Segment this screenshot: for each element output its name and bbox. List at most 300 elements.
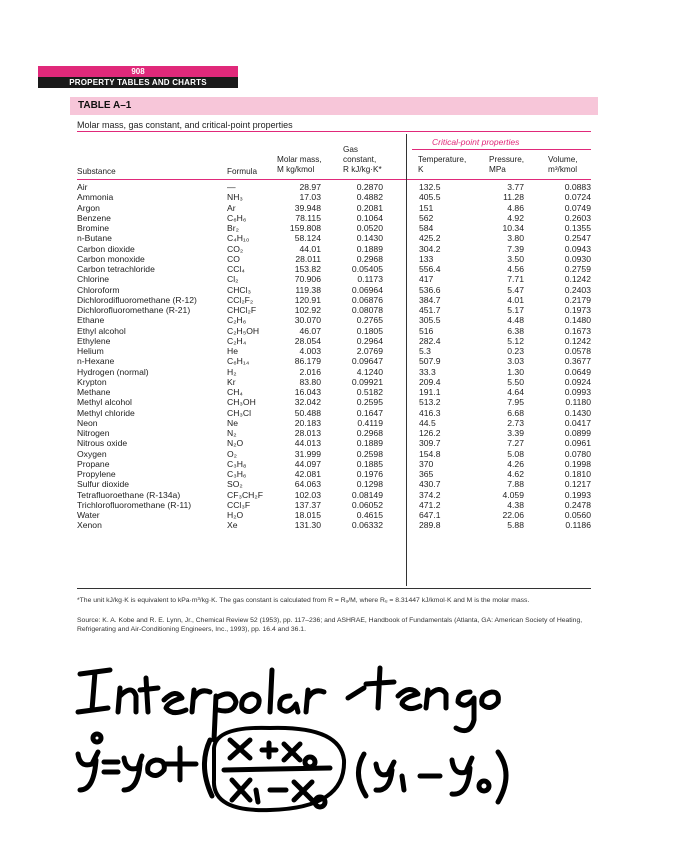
cell-volume: 0.1355 bbox=[564, 223, 591, 233]
table-row bbox=[77, 264, 597, 274]
cell-temperature: 374.2 bbox=[419, 489, 441, 500]
cell-pressure: 4.059 bbox=[502, 489, 524, 500]
cell-pressure: 7.71 bbox=[507, 274, 524, 285]
cell-substance: Carbon monoxide bbox=[77, 253, 145, 264]
cell-molar-mass: 102.92 bbox=[294, 305, 321, 315]
cell-pressure: 4.01 bbox=[507, 294, 524, 305]
cell-substance: Methyl alcohol bbox=[77, 397, 132, 408]
cell-temperature: 516 bbox=[419, 325, 434, 336]
col-formula: Formula bbox=[227, 167, 258, 176]
cell-molar-mass: 17.03 bbox=[299, 192, 321, 203]
cell-pressure: 11.28 bbox=[503, 192, 524, 203]
cell-molar-mass: 44.01 bbox=[299, 243, 321, 254]
col-gas-line3: R kJ/kg·K* bbox=[343, 165, 382, 174]
cell-temperature: 154.8 bbox=[419, 448, 441, 459]
cell-volume: 0.1480 bbox=[564, 315, 591, 326]
cell-formula: CCl₄ bbox=[227, 264, 245, 274]
cell-formula: He bbox=[227, 346, 238, 356]
cell-temperature: 405.5 bbox=[419, 192, 441, 203]
col-vol-line2: m³/kmol bbox=[548, 165, 578, 174]
cell-pressure: 7.27 bbox=[507, 438, 524, 449]
critical-group-title: Critical-point properties bbox=[432, 137, 520, 147]
cell-pressure: 5.47 bbox=[507, 284, 524, 295]
cell-formula: C₃H₆ bbox=[227, 469, 247, 479]
handwritten-note bbox=[0, 640, 694, 848]
cell-substance: Ethylene bbox=[77, 335, 111, 346]
cell-pressure: 10.34 bbox=[502, 223, 524, 233]
cell-molar-mass: 16.043 bbox=[294, 387, 321, 397]
table-row bbox=[77, 418, 597, 428]
cell-gas-constant: 0.09647 bbox=[351, 356, 383, 367]
cell-gas-constant: 0.2870 bbox=[356, 182, 383, 192]
table-row bbox=[77, 203, 597, 213]
cell-molar-mass: 39.948 bbox=[294, 202, 321, 213]
cell-gas-constant: 0.1889 bbox=[356, 243, 383, 254]
cell-temperature: 209.4 bbox=[419, 376, 441, 387]
cell-substance: Helium bbox=[77, 346, 104, 356]
cell-temperature: 132.5 bbox=[419, 182, 441, 192]
cell-volume: 0.1998 bbox=[564, 458, 591, 469]
table-row bbox=[77, 500, 597, 510]
table-row bbox=[77, 356, 597, 366]
cell-substance: Bromine bbox=[77, 223, 109, 233]
cell-pressure: 4.92 bbox=[507, 212, 524, 223]
cell-formula: CF₃CH₂F bbox=[227, 489, 263, 500]
cell-volume: 0.2547 bbox=[564, 233, 591, 244]
cell-volume: 0.1180 bbox=[565, 397, 591, 408]
cell-molar-mass: 64.063 bbox=[294, 479, 321, 490]
col-gas-constant bbox=[343, 145, 382, 175]
cell-temperature: 126.2 bbox=[419, 428, 441, 438]
cell-temperature: 5.3 bbox=[419, 346, 431, 356]
cell-formula: CHCl₂F bbox=[227, 305, 257, 315]
cell-pressure: 0.23 bbox=[507, 346, 524, 356]
cell-volume: 0.1430 bbox=[564, 407, 591, 418]
table-row bbox=[77, 510, 597, 520]
cell-temperature: 191.1 bbox=[419, 387, 441, 397]
cell-molar-mass: 102.03 bbox=[294, 489, 321, 500]
cell-volume: 0.0930 bbox=[564, 253, 591, 264]
cell-gas-constant: 0.05405 bbox=[351, 264, 383, 274]
table-row bbox=[77, 244, 597, 254]
cell-substance: Tetrafluoroethane (R-134a) bbox=[77, 489, 181, 500]
cell-formula: H₂ bbox=[227, 366, 237, 377]
cell-volume: 0.0961 bbox=[564, 438, 591, 449]
cell-gas-constant: 0.1064 bbox=[356, 212, 383, 223]
col-temperature bbox=[418, 155, 466, 175]
cell-gas-constant: 0.1647 bbox=[356, 407, 383, 418]
cell-volume: 0.1810 bbox=[564, 469, 591, 479]
table-bottom-rule bbox=[77, 588, 591, 589]
cell-substance: n-Butane bbox=[77, 233, 112, 244]
col-gas-line1: Gas bbox=[343, 145, 359, 154]
cell-pressure: 3.03 bbox=[507, 356, 524, 367]
cell-substance: Carbon dioxide bbox=[77, 243, 135, 254]
table-title-band bbox=[70, 97, 598, 115]
cell-gas-constant: 4.1240 bbox=[356, 366, 383, 377]
cell-temperature: 305.5 bbox=[419, 315, 441, 326]
cell-pressure: 4.26 bbox=[507, 458, 524, 469]
cell-temperature: 556.4 bbox=[419, 264, 441, 274]
cell-temperature: 365 bbox=[419, 469, 434, 479]
table-row bbox=[77, 469, 597, 479]
cell-substance: Trichlorofluoromethane (R-11) bbox=[77, 499, 192, 510]
cell-pressure: 7.39 bbox=[507, 243, 524, 254]
cell-temperature: 471.2 bbox=[419, 499, 441, 510]
cell-substance: Nitrous oxide bbox=[77, 438, 128, 449]
page-number: 908 bbox=[38, 66, 238, 77]
cell-temperature: 647.1 bbox=[419, 510, 441, 520]
table-row bbox=[77, 408, 597, 418]
cell-substance: Benzene bbox=[77, 212, 111, 223]
cell-substance: Krypton bbox=[77, 376, 107, 387]
cell-formula: Br₂ bbox=[227, 223, 239, 233]
cell-volume: 0.1673 bbox=[564, 325, 591, 336]
cell-pressure: 6.68 bbox=[507, 407, 524, 418]
cell-pressure: 5.12 bbox=[507, 335, 524, 346]
cell-gas-constant: 0.06052 bbox=[351, 499, 383, 510]
cell-formula: CH₃OH bbox=[227, 397, 256, 408]
cell-temperature: 44.5 bbox=[419, 417, 436, 428]
cell-pressure: 3.80 bbox=[507, 233, 524, 244]
cell-molar-mass: 32.042 bbox=[294, 397, 321, 408]
col-temp-line1: Temperature, bbox=[418, 155, 467, 164]
cell-pressure: 2.73 bbox=[507, 417, 524, 428]
cell-formula: Xe bbox=[227, 520, 238, 531]
cell-gas-constant: 0.1889 bbox=[356, 438, 383, 449]
col-molar-mass-line2: M kg/kmol bbox=[277, 165, 315, 174]
cell-volume: 0.0649 bbox=[564, 366, 591, 377]
cell-molar-mass: 2.016 bbox=[299, 366, 321, 377]
table-row bbox=[77, 192, 597, 202]
cell-gas-constant: 0.1430 bbox=[356, 233, 383, 244]
table-row bbox=[77, 490, 597, 500]
cell-molar-mass: 42.081 bbox=[294, 469, 321, 479]
cell-substance: Ethyl alcohol bbox=[77, 325, 126, 336]
cell-gas-constant: 0.2595 bbox=[356, 397, 383, 408]
cell-substance: Methane bbox=[77, 387, 111, 397]
cell-gas-constant: 2.0769 bbox=[356, 346, 383, 356]
cell-volume: 0.0749 bbox=[564, 202, 591, 213]
cell-pressure: 4.64 bbox=[507, 387, 524, 397]
cell-volume: 0.0578 bbox=[564, 346, 591, 356]
cell-substance: Oxygen bbox=[77, 448, 107, 459]
cell-substance: Neon bbox=[77, 417, 98, 428]
cell-temperature: 430.7 bbox=[419, 479, 441, 490]
cell-formula: C₃H₈ bbox=[227, 458, 247, 469]
col-substance: Substance bbox=[77, 167, 116, 176]
cell-temperature: 133 bbox=[419, 253, 434, 264]
cell-formula: Cl₂ bbox=[227, 274, 239, 285]
cell-formula: Kr bbox=[227, 376, 236, 387]
cell-gas-constant: 0.4882 bbox=[356, 192, 383, 203]
page-header bbox=[38, 66, 238, 88]
cell-pressure: 4.48 bbox=[507, 315, 524, 326]
cell-formula: SO₂ bbox=[227, 479, 243, 490]
cell-formula: CO₂ bbox=[227, 243, 244, 254]
cell-substance: Carbon tetrachloride bbox=[77, 264, 155, 274]
table-row bbox=[77, 346, 597, 356]
cell-temperature: 584 bbox=[419, 223, 434, 233]
cell-substance: Xenon bbox=[77, 520, 102, 531]
cell-molar-mass: 18.015 bbox=[294, 510, 321, 520]
cell-molar-mass: 44.013 bbox=[294, 438, 321, 449]
table-row bbox=[77, 254, 597, 264]
cell-pressure: 3.39 bbox=[507, 428, 524, 438]
table-row bbox=[77, 428, 597, 438]
cell-volume: 0.1186 bbox=[565, 520, 591, 531]
cell-formula: C₆H₆ bbox=[227, 212, 247, 223]
cell-substance: Hydrogen (normal) bbox=[77, 366, 149, 377]
table-caption: Molar mass, gas constant, and critical-point properties bbox=[77, 120, 293, 130]
cell-gas-constant: 0.2081 bbox=[356, 202, 383, 213]
cell-molar-mass: 28.011 bbox=[295, 253, 321, 264]
cell-substance: Ammonia bbox=[77, 192, 114, 203]
cell-molar-mass: 28.013 bbox=[294, 428, 321, 438]
table-row bbox=[77, 285, 597, 295]
cell-substance: Dichlorofluoromethane (R-21) bbox=[77, 305, 191, 315]
table-row bbox=[77, 336, 597, 346]
table-header-rule bbox=[77, 179, 591, 180]
col-gas-line2: constant, bbox=[343, 155, 377, 164]
cell-pressure: 22.06 bbox=[502, 510, 524, 520]
cell-formula: NH₃ bbox=[227, 192, 243, 203]
table-top-rule bbox=[77, 131, 591, 132]
cell-gas-constant: 0.2968 bbox=[356, 428, 383, 438]
cell-temperature: 513.2 bbox=[419, 397, 441, 408]
cell-gas-constant: 0.4119 bbox=[357, 417, 383, 428]
cell-volume: 0.0417 bbox=[564, 417, 591, 428]
table-row bbox=[77, 274, 597, 284]
cell-formula: C₂H₅OH bbox=[227, 325, 260, 336]
cell-gas-constant: 0.5182 bbox=[356, 387, 383, 397]
cell-gas-constant: 0.2964 bbox=[356, 335, 383, 346]
col-molar-mass-line1: Molar mass, bbox=[277, 155, 322, 164]
cell-formula: H₂O bbox=[227, 510, 244, 520]
cell-gas-constant: 0.1805 bbox=[356, 325, 383, 336]
cell-temperature: 562 bbox=[419, 212, 434, 223]
cell-temperature: 425.2 bbox=[419, 233, 441, 244]
cell-pressure: 3.50 bbox=[507, 253, 524, 264]
cell-volume: 0.0883 bbox=[564, 182, 591, 192]
cell-temperature: 370 bbox=[419, 458, 434, 469]
cell-molar-mass: 4.003 bbox=[299, 346, 321, 356]
cell-molar-mass: 30.070 bbox=[294, 315, 321, 326]
cell-gas-constant: 0.1298 bbox=[356, 479, 383, 490]
cell-substance: Dichlorodifluoromethane (R-12) bbox=[77, 294, 197, 305]
cell-molar-mass: 86.179 bbox=[294, 356, 321, 367]
cell-temperature: 282.4 bbox=[419, 335, 441, 346]
table-body bbox=[77, 182, 597, 531]
table-row bbox=[77, 233, 597, 243]
cell-molar-mass: 44.097 bbox=[294, 458, 321, 469]
cell-volume: 0.0943 bbox=[564, 243, 591, 254]
cell-gas-constant: 0.06876 bbox=[351, 294, 383, 305]
cell-molar-mass: 120.91 bbox=[294, 294, 321, 305]
cell-molar-mass: 153.82 bbox=[294, 264, 321, 274]
col-temp-line2: K bbox=[418, 165, 424, 174]
cell-molar-mass: 70.906 bbox=[294, 274, 321, 285]
cell-substance: Nitrogen bbox=[77, 428, 110, 438]
source-note: Source: K. A. Kobe and R. E. Lynn, Jr., Chemical Review 52 (1953), pp. 117–236; and ASHRAE, Handbook of Fundamentals (Atlanta, GA: American Society of Heating, Refrigerating and Air-Conditioning Engineers, Inc., 1993), pp. 16.4 and 36.1. bbox=[77, 617, 583, 633]
cell-gas-constant: 0.2968 bbox=[356, 253, 383, 264]
cell-temperature: 289.8 bbox=[419, 520, 441, 531]
cell-pressure: 7.88 bbox=[507, 479, 524, 490]
cell-volume: 0.0780 bbox=[564, 448, 591, 459]
cell-formula: CHCl₃ bbox=[227, 284, 252, 295]
cell-formula: Ar bbox=[227, 202, 236, 213]
cell-formula: N₂O bbox=[227, 438, 244, 449]
cell-temperature: 309.7 bbox=[419, 438, 441, 449]
cell-pressure: 5.08 bbox=[507, 448, 524, 459]
cell-molar-mass: 31.999 bbox=[294, 448, 321, 459]
cell-molar-mass: 119.38 bbox=[295, 284, 321, 295]
table-row bbox=[77, 326, 597, 336]
cell-volume: 0.1242 bbox=[564, 274, 591, 285]
cell-formula: — bbox=[227, 182, 236, 192]
cell-volume: 0.2478 bbox=[564, 499, 591, 510]
cell-molar-mass: 159.808 bbox=[289, 223, 321, 233]
col-pressure bbox=[489, 155, 524, 175]
cell-gas-constant: 0.09921 bbox=[351, 376, 383, 387]
cell-molar-mass: 28.054 bbox=[294, 335, 321, 346]
cell-volume: 0.0560 bbox=[564, 510, 591, 520]
col-volume bbox=[548, 155, 578, 175]
cell-gas-constant: 0.1885 bbox=[356, 458, 383, 469]
cell-molar-mass: 58.124 bbox=[294, 233, 321, 244]
cell-substance: Propylene bbox=[77, 469, 116, 479]
cell-pressure: 3.77 bbox=[507, 182, 524, 192]
cell-temperature: 507.9 bbox=[419, 356, 441, 367]
cell-substance: Chlorine bbox=[77, 274, 110, 285]
cell-formula: C₆H₁₄ bbox=[227, 356, 250, 367]
cell-formula: C₄H₁₀ bbox=[227, 233, 250, 244]
cell-temperature: 151 bbox=[419, 202, 434, 213]
cell-pressure: 4.56 bbox=[507, 264, 524, 274]
col-vol-line1: Volume, bbox=[548, 155, 578, 164]
table-row bbox=[77, 387, 597, 397]
cell-volume: 0.1242 bbox=[564, 335, 591, 346]
cell-volume: 0.0993 bbox=[564, 387, 591, 397]
col-pres-line1: Pressure, bbox=[489, 155, 525, 164]
cell-gas-constant: 0.0520 bbox=[356, 223, 383, 233]
cell-volume: 0.1973 bbox=[564, 305, 591, 315]
cell-molar-mass: 131.30 bbox=[294, 520, 321, 531]
col-molar-mass bbox=[277, 155, 322, 175]
cell-volume: 0.2603 bbox=[564, 212, 591, 223]
cell-temperature: 416.3 bbox=[419, 407, 441, 418]
cell-formula: C₂H₆ bbox=[227, 315, 247, 326]
cell-volume: 0.3677 bbox=[564, 356, 591, 367]
table-row bbox=[77, 438, 597, 448]
table-title: TABLE A–1 bbox=[78, 100, 132, 111]
table-row bbox=[77, 305, 597, 315]
cell-gas-constant: 0.06964 bbox=[351, 284, 383, 295]
cell-temperature: 33.3 bbox=[419, 366, 436, 377]
cell-substance: Sulfur dioxide bbox=[77, 479, 130, 490]
cell-pressure: 5.88 bbox=[507, 520, 524, 531]
cell-formula: CH₃Cl bbox=[227, 407, 252, 418]
table-row bbox=[77, 377, 597, 387]
cell-formula: CCl₂F₂ bbox=[227, 294, 254, 305]
cell-formula: C₂H₄ bbox=[227, 335, 247, 346]
table-row bbox=[77, 367, 597, 377]
cell-pressure: 7.95 bbox=[507, 397, 524, 408]
cell-formula: CH₄ bbox=[227, 387, 243, 397]
cell-substance: Methyl chloride bbox=[77, 407, 135, 418]
cell-gas-constant: 0.4615 bbox=[356, 510, 383, 520]
table-row bbox=[77, 520, 597, 530]
cell-volume: 0.1993 bbox=[564, 489, 591, 500]
cell-gas-constant: 0.2598 bbox=[356, 448, 383, 459]
cell-pressure: 6.38 bbox=[507, 325, 524, 336]
cell-pressure: 5.50 bbox=[507, 376, 524, 387]
cell-gas-constant: 0.08078 bbox=[351, 305, 383, 315]
cell-substance: Air bbox=[77, 182, 88, 192]
cell-substance: Water bbox=[77, 510, 100, 520]
cell-pressure: 1.30 bbox=[507, 366, 524, 377]
col-pres-line2: MPa bbox=[489, 165, 506, 174]
table-row bbox=[77, 449, 597, 459]
table-row bbox=[77, 479, 597, 489]
table-row bbox=[77, 182, 597, 192]
cell-gas-constant: 0.08149 bbox=[351, 489, 383, 500]
cell-volume: 0.2759 bbox=[564, 264, 591, 274]
cell-volume: 0.1217 bbox=[564, 479, 591, 490]
cell-gas-constant: 0.06332 bbox=[351, 520, 383, 531]
cell-volume: 0.0899 bbox=[564, 428, 591, 438]
table-row bbox=[77, 315, 597, 325]
critical-group-rule bbox=[412, 149, 591, 150]
table-row bbox=[77, 213, 597, 223]
cell-gas-constant: 0.1173 bbox=[357, 274, 383, 285]
cell-substance: Ethane bbox=[77, 315, 105, 326]
cell-molar-mass: 137.37 bbox=[294, 499, 321, 510]
cell-formula: CCl₃F bbox=[227, 499, 251, 510]
cell-temperature: 417 bbox=[419, 274, 434, 285]
cell-pressure: 5.17 bbox=[507, 305, 524, 315]
cell-molar-mass: 20.183 bbox=[294, 417, 321, 428]
cell-pressure: 4.38 bbox=[507, 499, 524, 510]
cell-substance: Argon bbox=[77, 202, 100, 213]
cell-substance: Propane bbox=[77, 458, 110, 469]
cell-formula: O₂ bbox=[227, 448, 238, 459]
section-title: PROPERTY TABLES AND CHARTS bbox=[38, 77, 238, 88]
cell-formula: N₂ bbox=[227, 428, 237, 438]
cell-formula: Ne bbox=[227, 417, 238, 428]
cell-pressure: 4.86 bbox=[507, 202, 524, 213]
cell-molar-mass: 83.80 bbox=[299, 376, 321, 387]
table-row bbox=[77, 397, 597, 407]
cell-volume: 0.2403 bbox=[564, 284, 591, 295]
cell-temperature: 536.6 bbox=[419, 284, 441, 295]
cell-gas-constant: 0.2765 bbox=[356, 315, 383, 326]
cell-volume: 0.0924 bbox=[564, 376, 591, 387]
cell-gas-constant: 0.1976 bbox=[356, 469, 383, 479]
cell-temperature: 384.7 bbox=[419, 294, 441, 305]
cell-substance: Chloroform bbox=[77, 284, 120, 295]
table-row bbox=[77, 223, 597, 233]
cell-molar-mass: 50.488 bbox=[294, 407, 321, 418]
table-row bbox=[77, 459, 597, 469]
cell-molar-mass: 46.07 bbox=[299, 325, 321, 336]
cell-substance: n-Hexane bbox=[77, 356, 115, 367]
cell-molar-mass: 28.97 bbox=[299, 182, 321, 192]
table-row bbox=[77, 295, 597, 305]
cell-temperature: 304.2 bbox=[419, 243, 441, 254]
cell-molar-mass: 78.115 bbox=[295, 212, 321, 223]
footnote: *The unit kJ/kg·K is equivalent to kPa·m³/kg·K. The gas constant is calculated from R = Rᵤ/M, where Rᵤ = 8.31447 kJ/kmol·K and M is the molar mass. bbox=[77, 597, 530, 604]
